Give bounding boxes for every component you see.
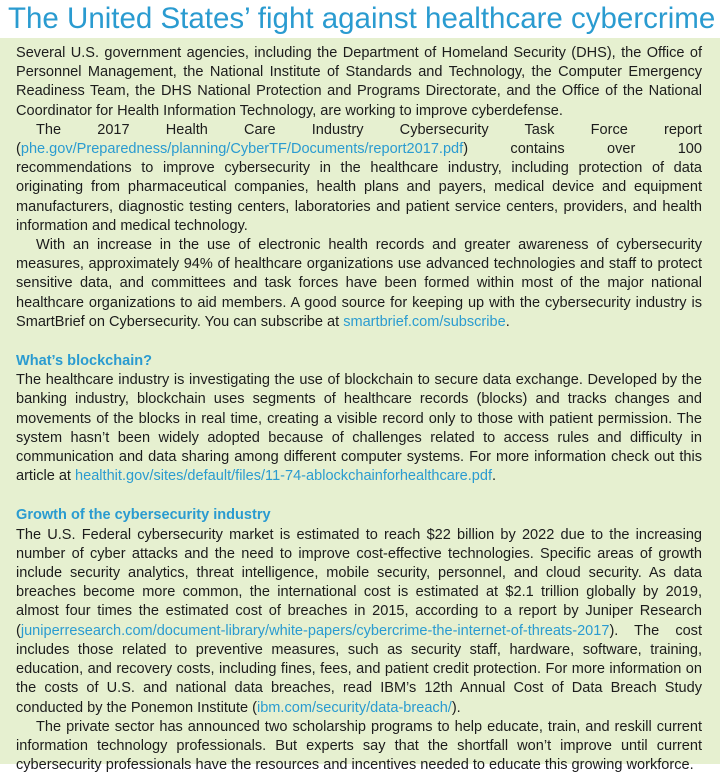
blockchain-text-end: . — [492, 468, 497, 485]
intro-paragraph-3 — [16, 236, 702, 332]
growth-p1-text-end: ). — [451, 699, 461, 716]
blockchain-heading: What’s blockchain? — [16, 353, 153, 370]
growth-paragraph-2: The private sector has announced two scholarship programs to help educate, train, and reskill current information technology professionals. But experts say that the shortfall won’t improve until current cybersecurity professionals have the resources and incentives needed to educate this growing workforce. — [16, 718, 702, 774]
intro-p3-text-start: With an increase in the use of electronic health records and greater awareness of cybersecurity measures, approximately 94% of healthcare organizations use advanced technologies and staff to protect sensitive data, and committees and task forces have been formed within most of the major national healthcare organizations to aid members. A good source for keeping up with the cybersecurity industry is SmartBrief on Cybersecurity. You can subscribe at — [16, 237, 702, 330]
smartbrief-subscribe-link[interactable]: smartbrief.com/subscribe — [343, 313, 506, 330]
intro-paragraph-2 — [16, 121, 702, 236]
blockchain-article-link[interactable]: healthit.gov/sites/default/files/11-74-ablockchainforhealthcare.pdf — [75, 468, 493, 485]
growth-p1-text-start: The U.S. Federal cybersecurity market is estimated to reach $22 billion by 2022 due to the increasing number of cyber attacks and the need to improve cost-effective technologies. Specific areas of growth include security analytics, threat intelligence, mobile security, personnel, and cloud security. As data breaches become more common, the international cost is estimated at $2.1 trillion globally by 2019, almost four times the estimated cost of breaches in 2015, according to a report by Juniper Research ( — [16, 526, 702, 639]
article-body — [0, 44, 720, 775]
blockchain-paragraph — [16, 371, 702, 486]
page-title: The United States’ fight against healthcare cybercrime — [0, 0, 720, 38]
blockchain-text-start: The healthcare industry is investigating the use of blockchain to secure data exchange. Developed by the banking industry, blockchain uses segments of healthcare records (blocks) and tracks changes and movements of the blocks in real time, creating a visible record only to those with patient permission. The system hasn’t been widely adopted because of challenges related to access rules and difficulty in communication and data sharing among different computer systems. For more information check out this article at — [16, 372, 702, 485]
ibm-data-breach-link[interactable]: ibm.com/security/data-breach/ — [256, 699, 452, 716]
intro-p2-text-start: The 2017 Health Care Industry Cybersecurity Task Force report ( — [16, 121, 702, 158]
intro-paragraph-1: Several U.S. government agencies, including the Department of Homeland Security (DHS), the Office of Personnel Management, the National Institute of Standards and Technology, the Computer Emergency Readiness Team, the DHS National Protection and Programs Directorate, and the Office of the National Coordinator for Health Information Technology, are working to improve cyberdefense. — [16, 45, 702, 119]
growth-heading: Growth of the cybersecurity industry — [16, 507, 271, 524]
growth-p1-text-middle: ). The cost includes those related to preventive measures, such as security staff, hardware, software, training, education, and recovery costs, including fines, fees, and patient credit protection. For more information on the costs of U.S. and national data breaches, read IBM’s 12th Annual Cost of Data Breach Study conducted by the Ponemon Institute ( — [16, 622, 702, 716]
intro-p2-text-end: ) contains over 100 recommendations to improve cybersecurity in the healthcare industry, including protection of data originating from pharmaceutical companies, health plans and payers, medical device and equipment manufacturers, diagnostic testing centers, laboratories and patient service centers, providers, and health information and medical technology. — [16, 141, 702, 234]
intro-p3-text-end: . — [505, 313, 510, 330]
task-force-report-link[interactable]: phe.gov/Preparedness/planning/CyberTF/Documents/report2017.pdf — [20, 141, 464, 158]
juniper-research-link[interactable]: juniperresearch.com/document-library/white-papers/cybercrime-the-internet-of-threats-2017 — [20, 622, 610, 639]
growth-paragraph-1 — [16, 526, 702, 718]
